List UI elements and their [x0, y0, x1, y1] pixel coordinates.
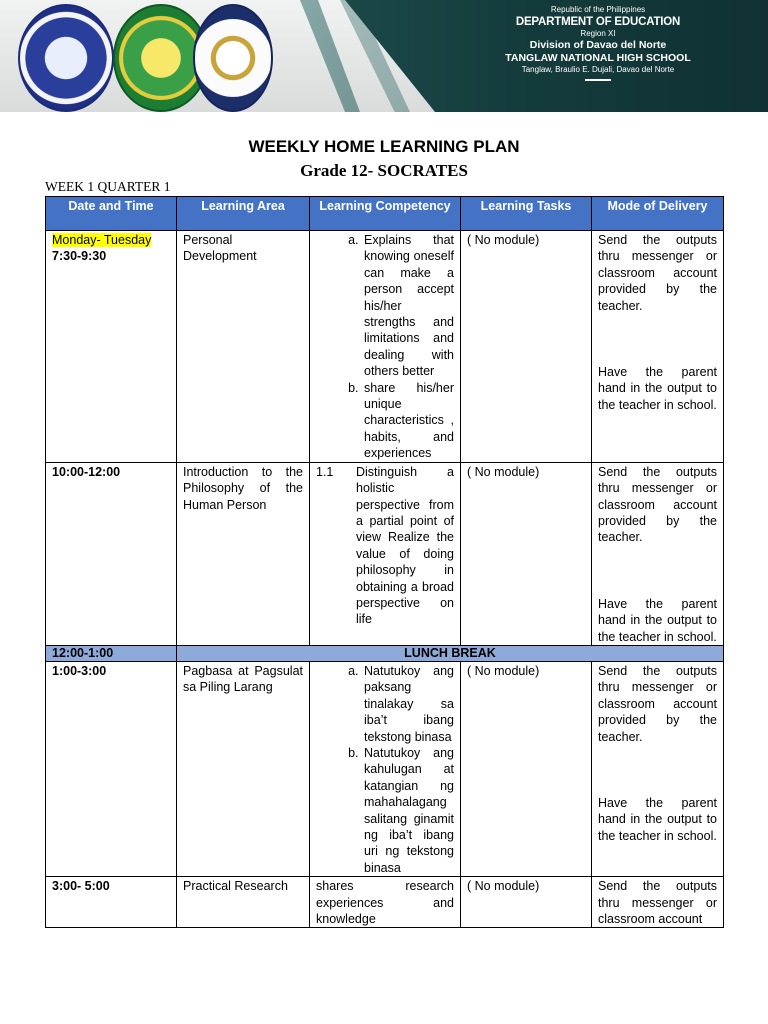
table-row [46, 462, 724, 645]
date-time-cell [46, 462, 177, 645]
lunch-break-label: LUNCH BREAK [177, 645, 724, 661]
learning-plan-table [45, 196, 724, 928]
deped-seal-icon [18, 4, 114, 112]
time-label: 7:30-9:30 [52, 249, 107, 264]
time-label: 10:00-12:00 [52, 464, 121, 479]
learning-task-cell: ( No module) [461, 661, 592, 876]
address-label: Tanglaw, Braulio E. Dujali, Davao del Norte [521, 65, 675, 74]
lunch-break-row [46, 645, 724, 661]
mode-of-delivery-cell [592, 661, 724, 876]
competency-number: 1.1 [316, 464, 334, 479]
learning-area-cell: Introduction to the Philosophy of the Human Person [177, 462, 310, 645]
learning-area-cell: Practical Research [177, 877, 310, 928]
learning-task-cell: ( No module) [461, 462, 592, 645]
competency-item: a. Natutukoy ang paksang tinalakay sa iba’t ibang tekstong binasa [362, 663, 454, 745]
date-time-cell [46, 661, 177, 876]
delivery-text: Have the parent hand in the output to the teacher in school. [598, 365, 717, 412]
mode-of-delivery-cell [592, 462, 724, 645]
table-row [46, 231, 724, 463]
learning-competency-cell [310, 231, 461, 463]
tanglaw-nhs-seal-icon [193, 4, 273, 112]
date-time-cell [46, 231, 177, 463]
column-header-learning-tasks: Learning Tasks [461, 197, 592, 231]
week-quarter-label: WEEK 1 QUARTER 1 [45, 179, 171, 194]
delivery-text: Send the outputs thru messenger or classroom account [598, 879, 717, 927]
banner-underline [585, 79, 611, 81]
region-label: Region XI [580, 29, 616, 38]
table-header-row [46, 197, 724, 231]
division-label: Division of Davao del Norte [529, 39, 667, 51]
date-time-cell [46, 877, 177, 928]
document-subtitle: Grade 12- SOCRATES [300, 161, 468, 180]
learning-competency-cell [310, 462, 461, 645]
delivery-text: Send the outputs thru messenger or classroom account provided by the teacher. [598, 464, 717, 545]
competency-item: a. Explains that knowing oneself can make a person accept his/her strengths and limitations and dealing with others better [362, 232, 454, 380]
time-label: 12:00-1:00 [52, 645, 114, 660]
column-header-date-time: Date and Time [46, 197, 177, 231]
delivery-text: Send the outputs thru messenger or classroom account provided by the teacher. [598, 663, 717, 744]
column-header-learning-area: Learning Area [177, 197, 310, 231]
time-label: 3:00- 5:00 [52, 879, 110, 894]
column-header-mode-of-delivery: Mode of Delivery [592, 197, 724, 231]
learning-area-cell: Personal Development [177, 231, 310, 463]
column-header-learning-competency: Learning Competency [310, 197, 461, 231]
table-row [46, 877, 724, 928]
learning-competency-cell: shares research experiences and knowledge [310, 877, 461, 928]
header-banner [0, 0, 768, 112]
time-label: 1:00-3:00 [52, 663, 107, 678]
delivery-text: Have the parent hand in the output to the teacher in school. [598, 795, 717, 843]
learning-area-cell: Pagbasa at Pagsulat sa Piling Larang [177, 661, 310, 876]
delivery-text: Have the parent hand in the output to the teacher in school. [598, 596, 717, 644]
banner-text-block [498, 5, 698, 81]
date-time-cell [46, 645, 177, 661]
learning-competency-cell [310, 661, 461, 876]
competency-item: b. share his/her unique characteristics , habits, and experiences [362, 380, 454, 462]
competency-item: b. Natutukoy ang kahulugan at katangian ng mahahalagang salitang ginamit ng iba’t ibang uri ng tekstong binasa [362, 745, 454, 876]
day-label: Monday- Tuesday [52, 233, 152, 247]
republic-label: Republic of the Philippines [550, 5, 646, 14]
competency-item: Distinguish a holistic perspective from a partial point of view Realize the value of doing philosophy in obtaining a broad perspective on life [356, 464, 454, 627]
mode-of-delivery-cell [592, 877, 724, 928]
learning-task-cell: ( No module) [461, 231, 592, 463]
learning-task-cell: ( No module) [461, 877, 592, 928]
delivery-text: Send the outputs thru messenger or classroom account provided by the teacher. [598, 233, 717, 313]
department-label: DEPARTMENT OF EDUCATION [515, 16, 681, 28]
document-title: WEEKLY HOME LEARNING PLAN [248, 137, 520, 156]
mode-of-delivery-cell [592, 231, 724, 463]
school-label: TANGLAW NATIONAL HIGH SCHOOL [505, 52, 691, 64]
table-row [46, 661, 724, 876]
